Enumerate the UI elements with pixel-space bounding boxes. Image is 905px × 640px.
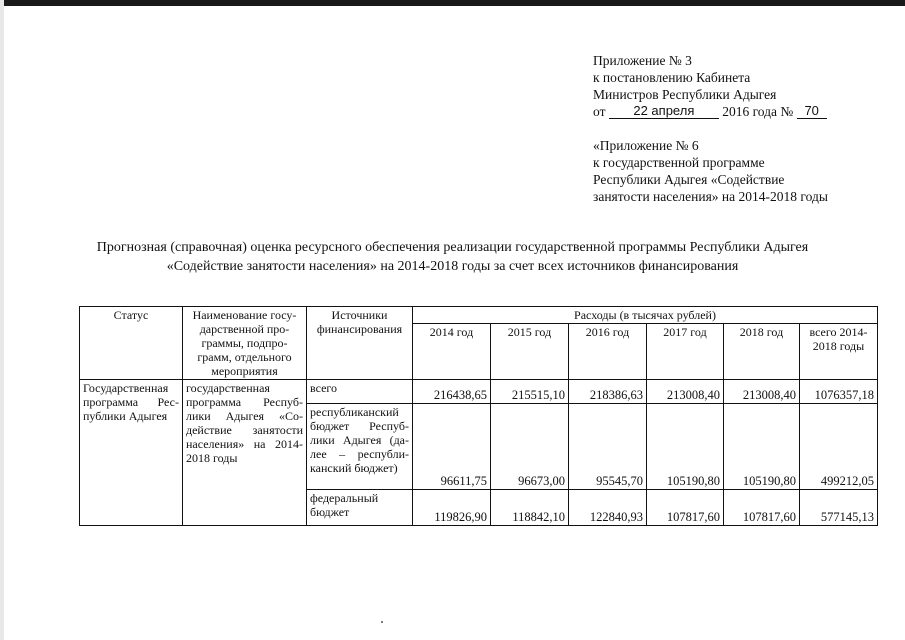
value-cell: 107817,60	[724, 490, 800, 526]
value-cell: 499212,05	[800, 404, 878, 490]
annex-line-1: Приложение № 3	[593, 53, 692, 68]
program-name-cell: государственная программа Респуб-лики Адыгея «Со-действие занятости населения» на 2014-2018 годы	[183, 380, 307, 526]
annex6-line-3: Республики Адыгея «Содействие	[593, 172, 785, 187]
title-line-1: Прогнозная (справочная) оценка ресурсного обеспечения реализации государственной программы Республики Адыгея	[96, 240, 809, 255]
source-cell: республиканский бюджет Респуб-лики Адыгея (да-лее – республи-канский бюджет)	[307, 404, 413, 490]
number-field: 70	[797, 104, 827, 119]
value-cell: 107817,60	[647, 490, 724, 526]
annex-date-line	[593, 103, 893, 120]
source-cell: всего	[307, 380, 413, 404]
date-field: 22 апреля	[609, 104, 719, 119]
budget-table	[79, 306, 878, 526]
annex6-line-2: к государственной программе	[593, 155, 765, 170]
scan-left-edge	[0, 0, 4, 640]
value-cell: 95545,70	[569, 404, 647, 490]
value-cell: 118842,10	[491, 490, 569, 526]
value-cell: 213008,40	[724, 380, 800, 404]
scan-speck	[381, 621, 383, 623]
annex6-line-4: занятости населения» на 2014-2018 годы	[593, 189, 828, 204]
header-status: Статус	[80, 307, 183, 380]
value-cell: 213008,40	[647, 380, 724, 404]
value-cell: 216438,65	[413, 380, 491, 404]
header-row	[80, 307, 878, 324]
header-year: 2017 год	[647, 324, 724, 380]
header-year: 2016 год	[569, 324, 647, 380]
header-year: 2018 год	[724, 324, 800, 380]
status-cell: Государственная программа Рес-публики Адыгея	[80, 380, 183, 526]
value-cell: 96673,00	[491, 404, 569, 490]
title-line-2: «Содействие занятости населения» на 2014-2018 годы за счет всех источников финансирования	[166, 259, 739, 274]
scan-top-border	[0, 0, 905, 6]
source-cell: федеральный бюджет	[307, 490, 413, 526]
value-cell: 215515,10	[491, 380, 569, 404]
document-title	[40, 238, 865, 276]
value-cell: 122840,93	[569, 490, 647, 526]
annex-block	[593, 52, 893, 205]
value-cell: 119826,90	[413, 490, 491, 526]
header-expenses: Расходы (в тысячах рублей)	[413, 307, 878, 324]
header-sources: Источники финансирования	[307, 307, 413, 380]
date-prefix: от	[593, 104, 606, 119]
value-cell: 218386,63	[569, 380, 647, 404]
value-cell: 105190,80	[724, 404, 800, 490]
annex-line-2: к постановлению Кабинета	[593, 70, 751, 85]
value-cell: 96611,75	[413, 404, 491, 490]
year-text: 2016 года №	[722, 104, 794, 119]
value-cell: 105190,80	[647, 404, 724, 490]
value-cell: 577145,13	[800, 490, 878, 526]
annex-line-3: Министров Республики Адыгея	[593, 87, 777, 102]
header-year: 2014 год	[413, 324, 491, 380]
table-row	[80, 380, 878, 404]
annex6-block	[593, 137, 893, 205]
header-year-total: всего 2014-2018 годы	[800, 324, 878, 380]
value-cell: 1076357,18	[800, 380, 878, 404]
header-year: 2015 год	[491, 324, 569, 380]
header-name: Наименование госу-дарственной про-граммы, подпро-грамм, отдельного мероприятия	[183, 307, 307, 380]
annex6-line-1: «Приложение № 6	[593, 138, 699, 153]
